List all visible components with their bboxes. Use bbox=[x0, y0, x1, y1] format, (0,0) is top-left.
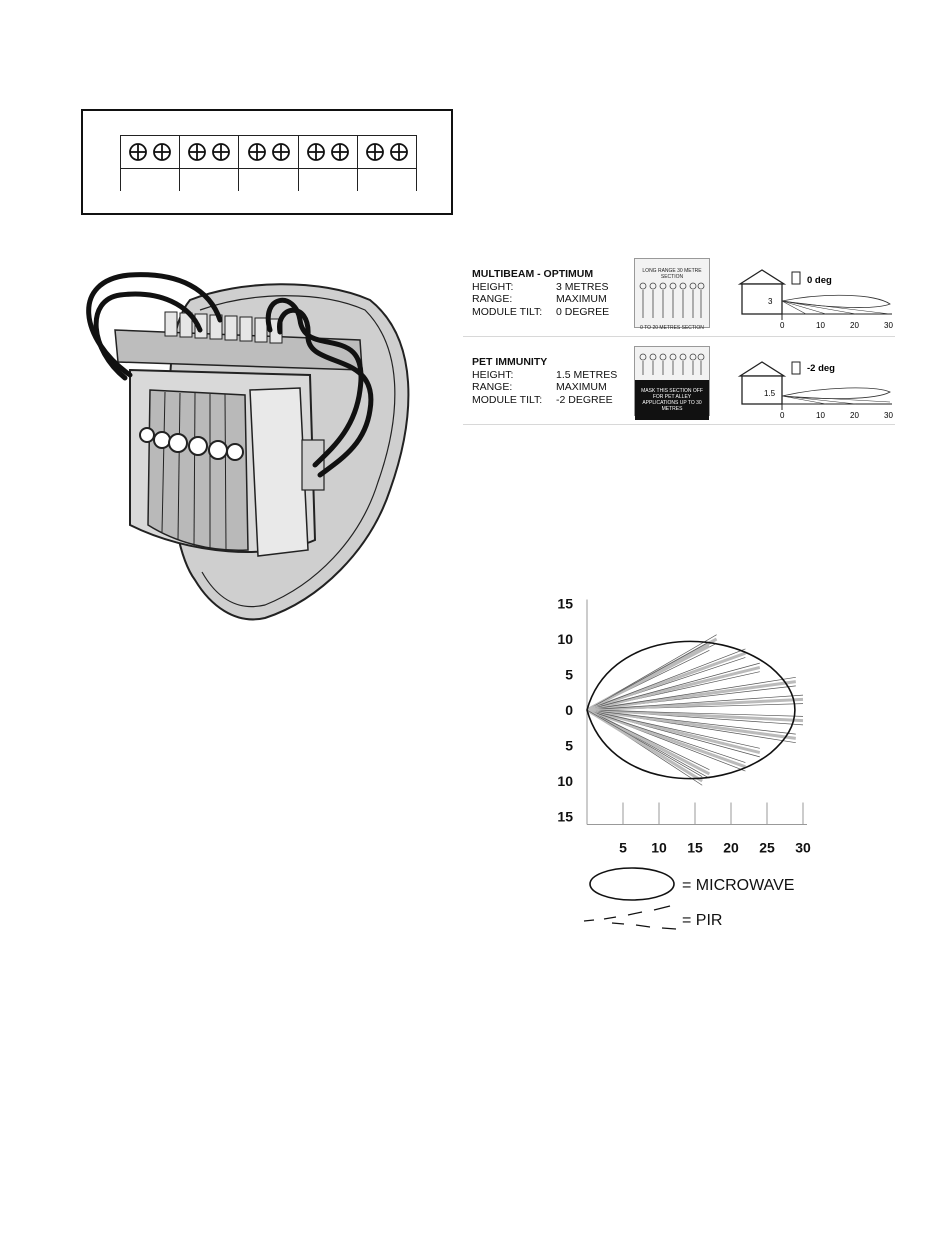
setting-value: 1.5 METRES bbox=[556, 368, 618, 381]
pir-beams bbox=[587, 635, 803, 786]
setting-multibeam bbox=[463, 258, 895, 337]
setting-label: HEIGHT: bbox=[472, 280, 514, 293]
legend-microwave-label: = MICROWAVE bbox=[682, 877, 795, 894]
height-range-diagram bbox=[736, 262, 892, 332]
lens-pattern bbox=[635, 280, 707, 320]
screw-terminal-icon bbox=[152, 142, 172, 162]
x-axis-ticks bbox=[619, 803, 811, 856]
setting-title: MULTIBEAM - OPTIMUM bbox=[472, 268, 594, 280]
terminal-pair bbox=[358, 136, 416, 168]
screw-terminal-icon bbox=[306, 142, 326, 162]
axis-tick: 0 bbox=[780, 411, 785, 420]
screw-terminal-icon bbox=[271, 142, 291, 162]
y-tick-label: 10 bbox=[557, 773, 573, 789]
axis-tick: 10 bbox=[816, 411, 825, 420]
setting-height-row bbox=[472, 369, 642, 382]
setting-height-row bbox=[472, 281, 642, 294]
screw-terminal-icon bbox=[128, 142, 148, 162]
setting-label: RANGE: bbox=[472, 293, 513, 305]
screw-terminal-icon bbox=[187, 142, 207, 162]
tilt-label: 0 deg bbox=[807, 275, 832, 286]
x-tick-label: 10 bbox=[651, 839, 667, 856]
setting-label: MODULE TILT: bbox=[472, 393, 543, 406]
setting-label: MODULE TILT: bbox=[472, 305, 543, 318]
mask-section bbox=[635, 380, 709, 420]
screw-terminal-icon bbox=[365, 142, 385, 162]
terminal-pair bbox=[180, 136, 239, 168]
legend-pir-symbol bbox=[584, 906, 676, 929]
setting-pet-immunity bbox=[463, 346, 895, 425]
setting-range-row bbox=[472, 293, 642, 306]
x-tick-label: 15 bbox=[687, 839, 703, 856]
x-tick-label: 20 bbox=[723, 839, 739, 856]
terminal-pair bbox=[121, 136, 180, 168]
setting-range-row bbox=[472, 381, 642, 394]
microwave-lobe bbox=[587, 641, 795, 778]
screw-terminal-icon bbox=[247, 142, 267, 162]
height-mark: 3 bbox=[768, 297, 773, 306]
setting-text bbox=[472, 268, 642, 318]
height-range-diagram bbox=[736, 352, 892, 422]
setting-value: 0 DEGREE bbox=[556, 305, 610, 318]
y-tick-label: 10 bbox=[557, 631, 573, 647]
detector-illustration bbox=[70, 260, 430, 630]
side-cover bbox=[250, 388, 308, 556]
setting-value: MAXIMUM bbox=[556, 293, 607, 305]
setting-title: PET IMMUNITY bbox=[472, 356, 548, 368]
terminal-pair bbox=[299, 136, 358, 168]
y-tick-label: 15 bbox=[557, 595, 573, 612]
axis-tick: 10 bbox=[816, 321, 825, 330]
setting-tilt-row bbox=[472, 306, 642, 319]
coverage-chart bbox=[520, 590, 820, 940]
y-tick-label: 5 bbox=[565, 666, 573, 683]
legend-microwave-symbol bbox=[590, 868, 674, 900]
y-tick-label: 5 bbox=[565, 737, 573, 754]
setting-label: HEIGHT: bbox=[472, 368, 514, 381]
terminal-pair bbox=[239, 136, 298, 168]
y-axis-ticks bbox=[557, 596, 573, 825]
axis-tick: 20 bbox=[850, 321, 859, 330]
lens-caption-mask: MASK THIS SECTION OFF FOR PET ALLEY APPLICATIONS UP TO 30 METRES bbox=[641, 388, 703, 412]
setting-value: MAXIMUM bbox=[556, 381, 607, 393]
terminal-strip bbox=[120, 135, 417, 169]
legend-pir-label: = PIR bbox=[682, 912, 723, 929]
axis-tick: 0 bbox=[780, 321, 785, 330]
setting-label: RANGE: bbox=[472, 381, 513, 393]
tilt-label: -2 deg bbox=[807, 363, 835, 374]
x-tick-label: 30 bbox=[795, 839, 811, 856]
y-tick-label: 0 bbox=[565, 702, 573, 718]
pir-beam-line bbox=[587, 653, 745, 710]
terminal-dividers bbox=[120, 169, 417, 191]
lens-caption-top: LONG RANGE 30 METRE SECTION bbox=[642, 268, 702, 280]
axis-tick: 30 bbox=[884, 411, 893, 420]
axis-tick: 20 bbox=[850, 411, 859, 420]
setting-value: -2 DEGREE bbox=[556, 393, 613, 406]
screw-terminal-icon bbox=[389, 142, 409, 162]
lens-pattern bbox=[635, 347, 707, 375]
setting-text bbox=[472, 356, 642, 406]
lens-caption-bottom: 0 TO 20 METRES SECTION bbox=[640, 325, 704, 331]
x-tick-label: 25 bbox=[759, 839, 775, 856]
setting-value: 3 METRES bbox=[556, 280, 609, 293]
lens-card bbox=[634, 258, 710, 331]
axis-tick: 30 bbox=[884, 321, 893, 330]
screw-terminal-icon bbox=[330, 142, 350, 162]
screw-terminal-icon bbox=[211, 142, 231, 162]
terminal-block bbox=[81, 109, 453, 215]
lens-card bbox=[634, 346, 710, 416]
y-tick-label: 15 bbox=[557, 808, 573, 825]
height-mark: 1.5 bbox=[764, 389, 776, 398]
setting-tilt-row bbox=[472, 394, 642, 407]
x-tick-label: 5 bbox=[619, 839, 627, 856]
